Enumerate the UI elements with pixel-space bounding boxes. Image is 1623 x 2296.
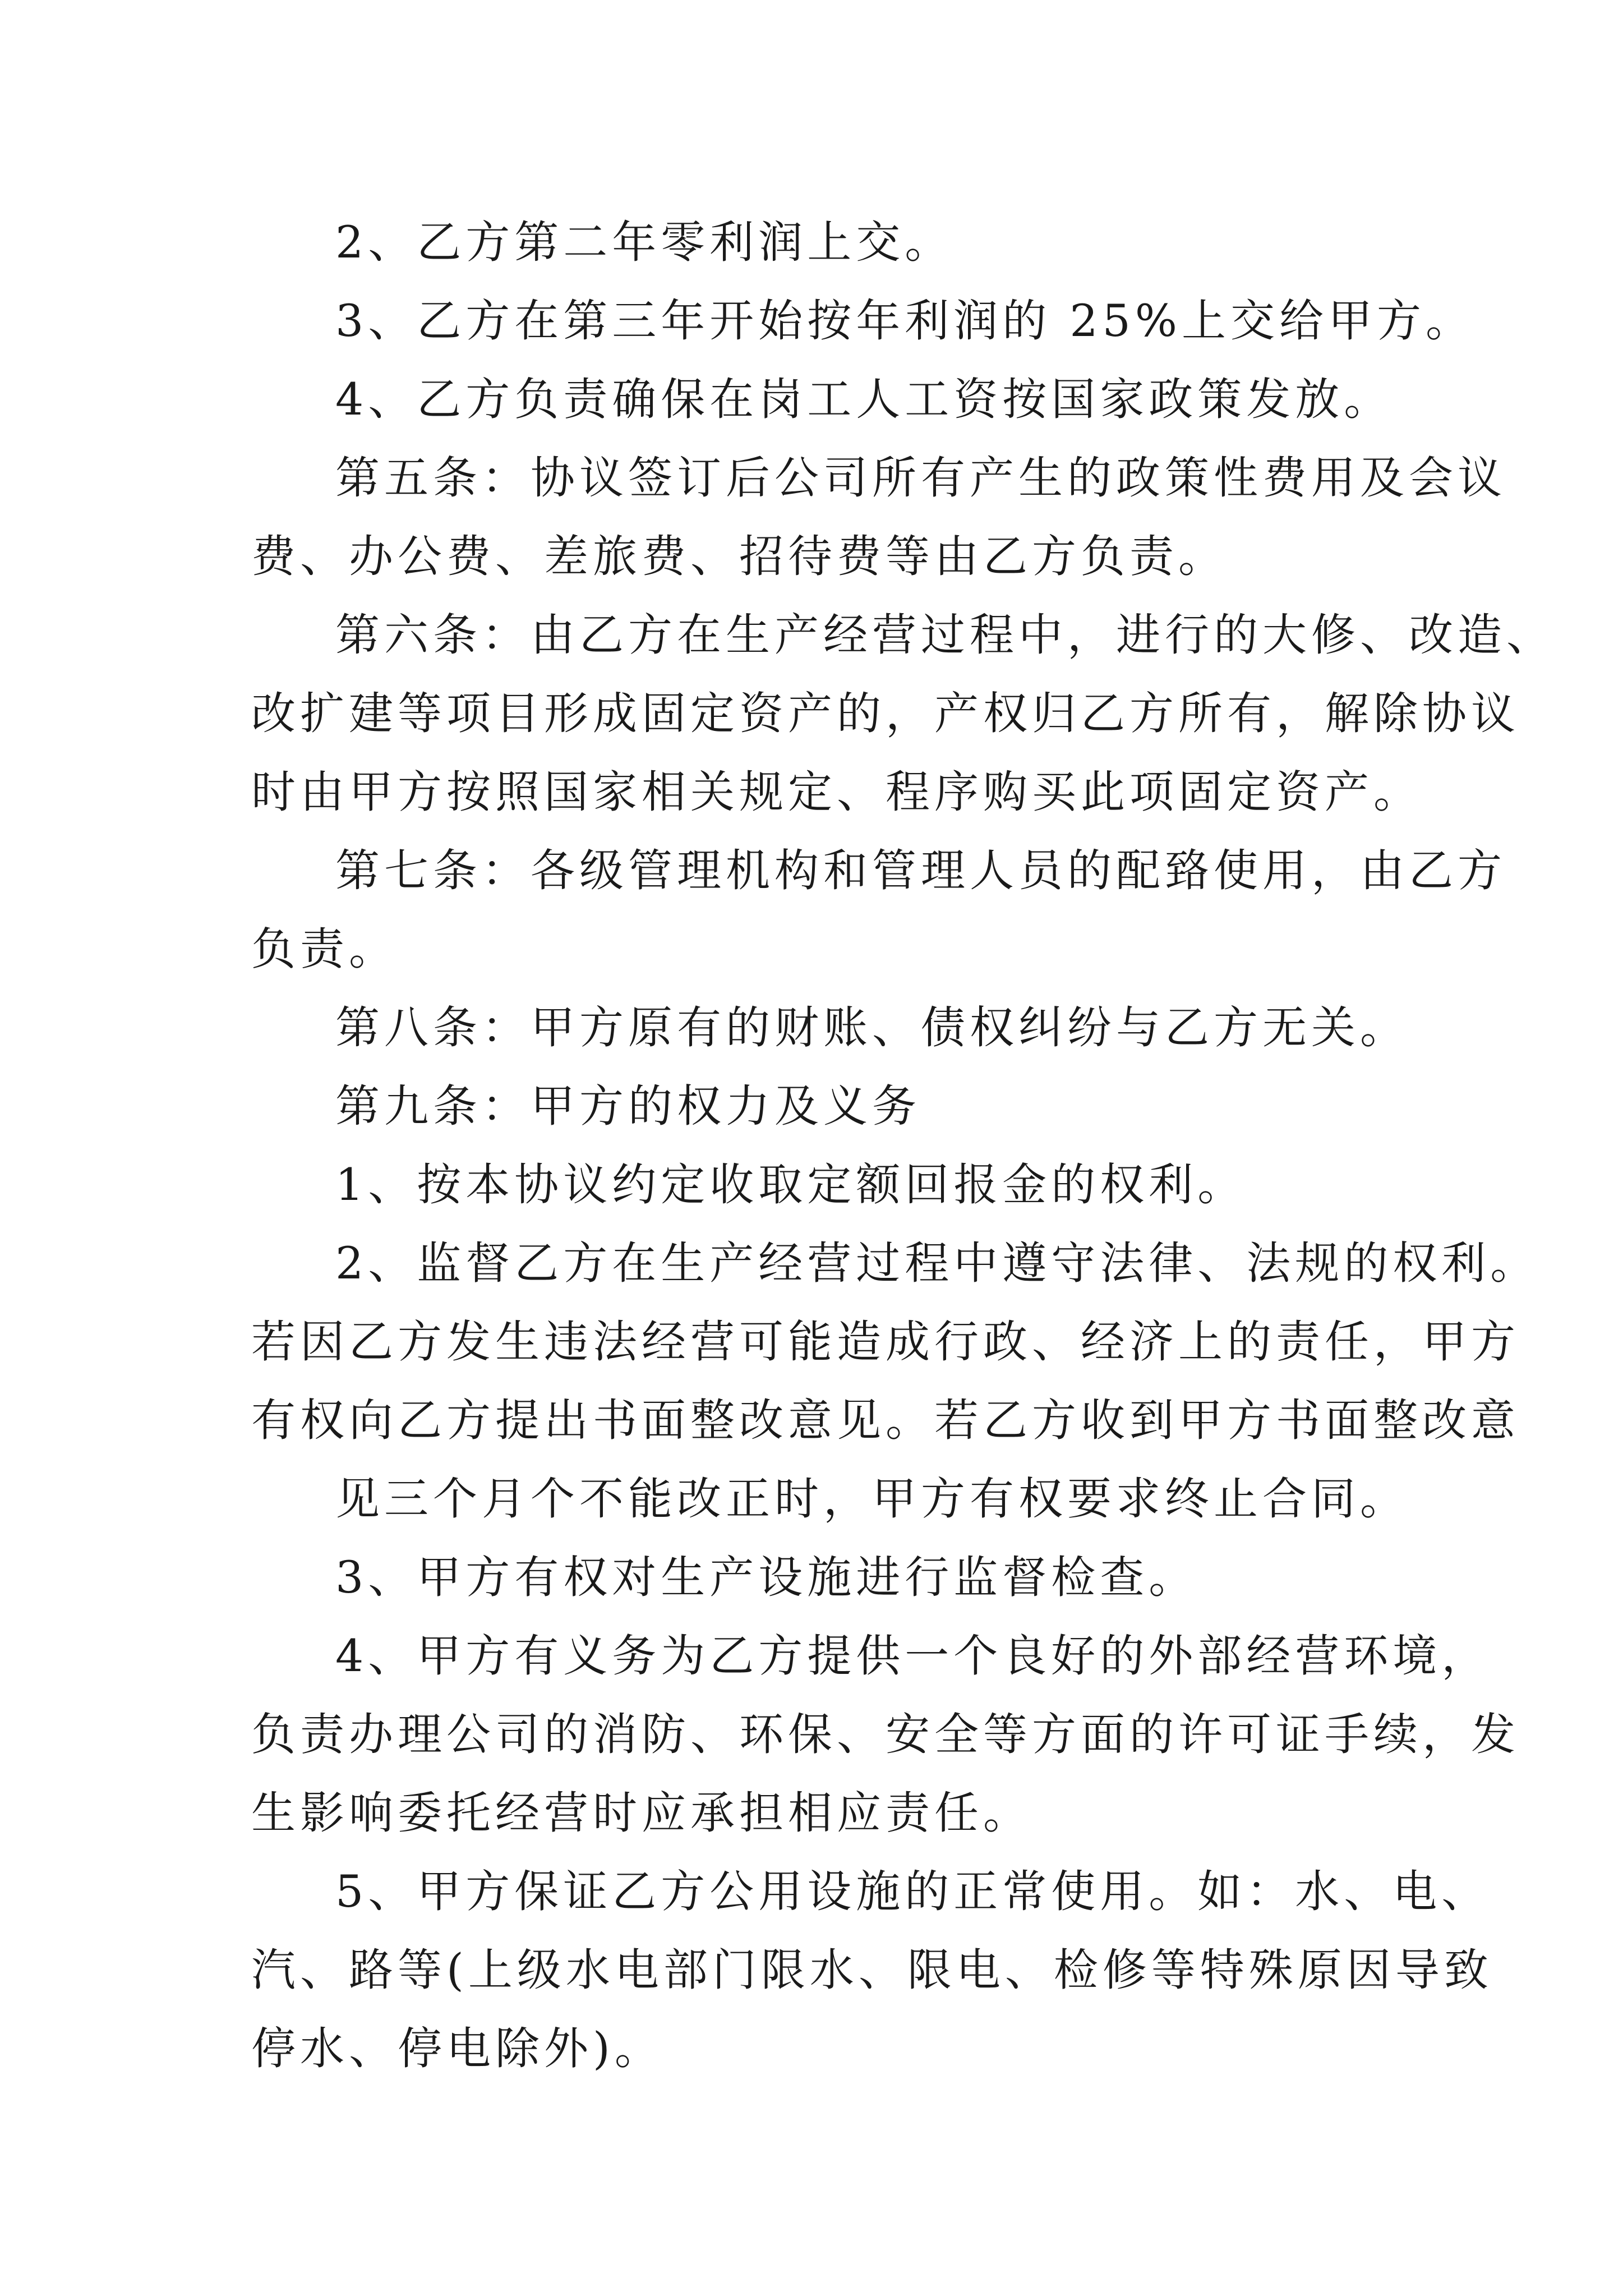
text-line-7: 改扩建等项目形成固定资产的，产权归乙方所有，解除协议: [251, 688, 1520, 739]
text-line-20: 负责办理公司的消防、环保、安全等方面的许可证手续，发: [251, 1709, 1520, 1760]
text-line-12: 第九条：甲方的权力及义务: [335, 1080, 921, 1132]
text-line-8: 时由甲方按照国家相关规定、程序购买此项固定资产。: [251, 766, 1422, 818]
text-line-17: 见三个月个不能改正时，甲方有权要求终止合同。: [335, 1473, 1409, 1525]
text-line-6: 第六条：由乙方在生产经营过程中，进行的大修、改造、: [335, 609, 1555, 661]
text-line-9: 第七条：各级管理机构和管理人员的配臵使用，由乙方: [335, 845, 1506, 896]
text-line-21: 生影响委托经营时应承担相应责任。: [251, 1787, 1032, 1839]
text-line-2: 3、乙方在第三年开始按年利润的 25%上交给甲方。: [335, 295, 1474, 347]
text-line-19: 4、甲方有义务为乙方提供一个良好的外部经营环境，: [335, 1630, 1491, 1682]
text-line-5: 费、办公费、差旅费、招待费等由乙方负责。: [251, 531, 1227, 582]
text-line-4: 第五条：协议签订后公司所有产生的政策性费用及会议: [335, 452, 1506, 504]
text-line-3: 4、乙方负责确保在岗工人工资按国家政策发放。: [335, 374, 1393, 425]
text-line-11: 第八条：甲方原有的财账、债权纠纷与乙方无关。: [335, 1002, 1409, 1053]
text-line-16: 有权向乙方提出书面整改意见。若乙方收到甲方书面整改意: [251, 1395, 1520, 1446]
text-line-22: 5、甲方保证乙方公用设施的正常使用。如：水、电、: [335, 1866, 1491, 1917]
text-line-14: 2、监督乙方在生产经营过程中遵守法律、法规的权利。: [335, 1237, 1539, 1289]
text-line-10: 负责。: [251, 923, 398, 975]
text-line-18: 3、甲方有权对生产设施进行监督检查。: [335, 1552, 1198, 1603]
text-line-13: 1、按本协议约定收取定额回报金的权利。: [335, 1159, 1247, 1211]
text-line-24: 停水、停电除外)。: [251, 2023, 663, 2074]
text-line-1: 2、乙方第二年零利润上交。: [335, 217, 954, 268]
text-line-15: 若因乙方发生违法经营可能造成行政、经济上的责任，甲方: [251, 1316, 1520, 1368]
text-line-23: 汽、路等(上级水电部门限水、限电、检修等特殊原因导致: [251, 1944, 1493, 1996]
